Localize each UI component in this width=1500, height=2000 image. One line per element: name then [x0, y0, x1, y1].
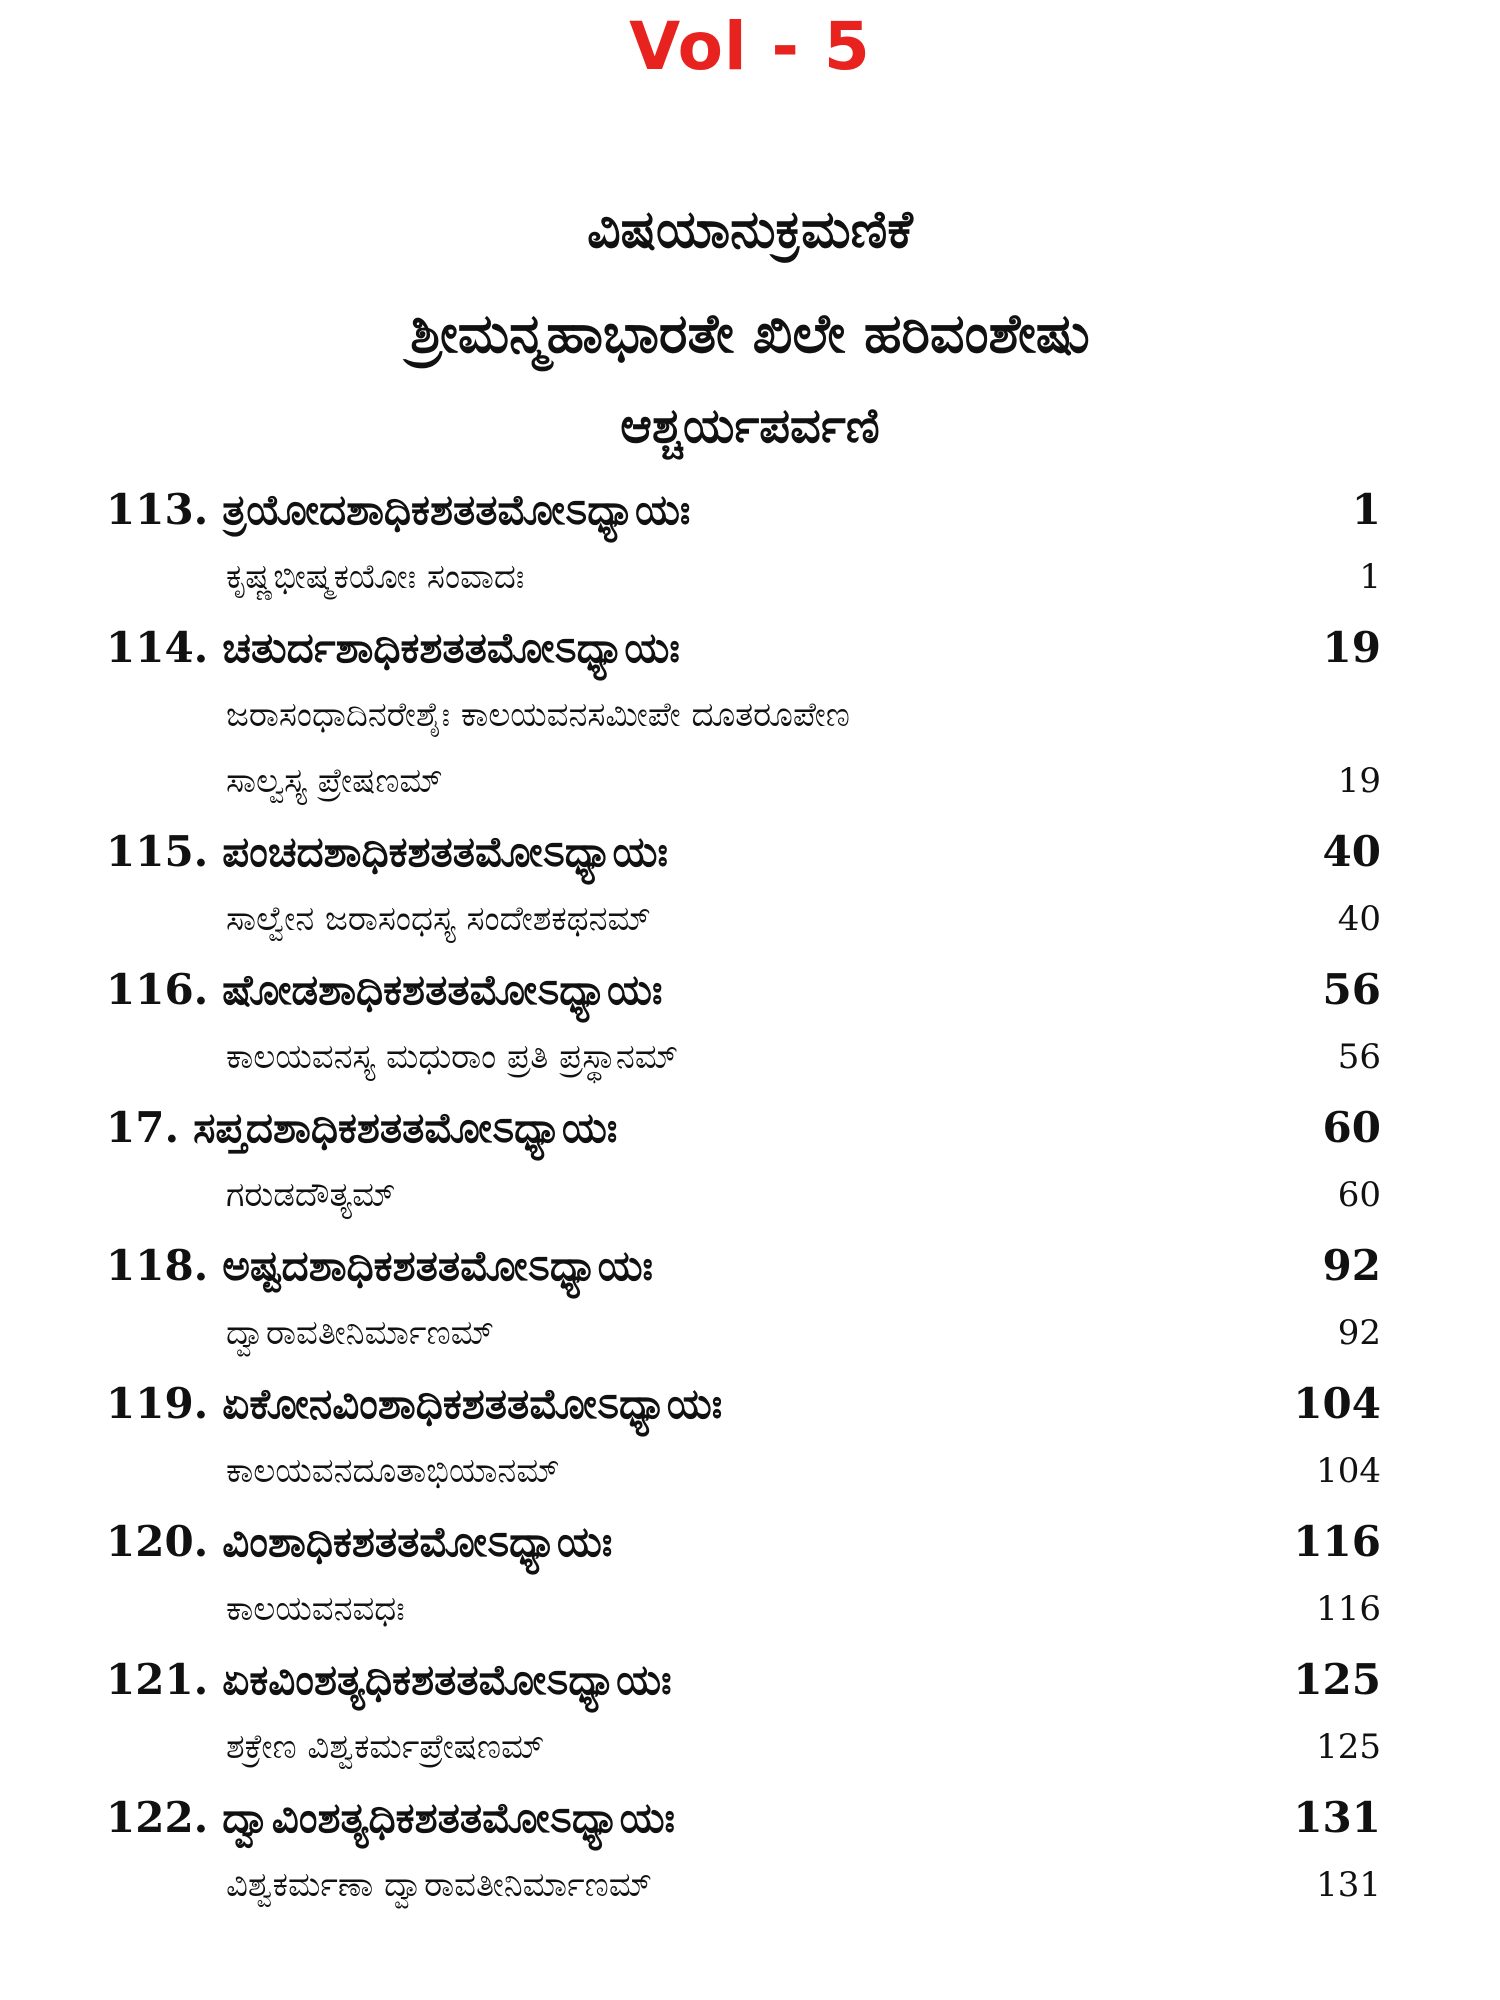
subtitle-row[interactable]: [106, 1451, 1381, 1517]
subtitle-page-number: 40: [1337, 899, 1381, 939]
subtitle-text: ಶಕ್ರೇಣ ವಿಶ್ವಕರ್ಮಪ್ರೇಷಣಮ್: [226, 1727, 545, 1767]
subtitle-text: ಕೃಷ್ಣಭೀಷ್ಮಕಯೋಃ ಸಂವಾದಃ: [226, 557, 525, 597]
chapter-name: ಪಂಚದಶಾಧಿಕಶತತಮೋಽಧ್ಯಾಯಃ: [222, 827, 668, 876]
chapter-row[interactable]: [106, 485, 1381, 557]
chapter-page-number: 125: [1293, 1655, 1381, 1704]
chapter-page-number: 60: [1322, 1103, 1381, 1152]
subtitle-text: ಕಾಲಯವನದೂತಾಭಿಯಾನಮ್: [226, 1451, 560, 1491]
toc-chapter: [106, 1655, 1381, 1793]
chapter-page-number: 19: [1322, 623, 1381, 672]
toc-chapter: [106, 623, 1381, 827]
subtitle-page-number: 56: [1337, 1037, 1381, 1077]
chapter-heading: [106, 1103, 617, 1153]
subtitle-text: ಜರಾಸಂಧಾದಿನರೇಶೈಃ ಕಾಲಯವನಸಮೀಪೇ ದೂತರೂಪೇಣ: [226, 695, 850, 735]
chapter-heading: [106, 1379, 722, 1429]
chapter-page-number: 131: [1293, 1793, 1381, 1842]
subtitle-text: ವಿಶ್ವಕರ್ಮಣಾ ದ್ವಾರಾವತೀನಿರ್ಮಾಣಮ್: [226, 1865, 653, 1905]
chapter-page-number: 56: [1322, 965, 1381, 1014]
page-title: ವಿಷಯಾನುಕ್ರಮಣಿಕೆ: [587, 200, 913, 260]
subtitle-page-number: 60: [1337, 1175, 1381, 1215]
chapter-name: ವಿಂಶಾಧಿಕಶತತಮೋಽಧ್ಯಾಯಃ: [222, 1517, 613, 1566]
subtitle-row[interactable]: [106, 1037, 1381, 1103]
chapter-name: ಏಕೋನವಿಂಶಾಧಿಕಶತತಮೋಽಧ್ಯಾಯಃ: [222, 1379, 723, 1428]
chapter-name: ಷೋಡಶಾಧಿಕಶತತಮೋಽಧ್ಯಾಯಃ: [222, 965, 663, 1014]
subtitle-page-number: 92: [1337, 1313, 1381, 1353]
subtitle-row[interactable]: [106, 899, 1381, 965]
subtitle-text: ಸಾಲ್ವೇನ ಜರಾಸಂಧಸ್ಯ ಸಂದೇಶಕಥನಮ್: [226, 899, 651, 939]
chapter-heading: [106, 1655, 672, 1705]
chapter-heading: [106, 1517, 612, 1567]
toc-chapter: [106, 485, 1381, 623]
chapter-name: ಏಕವಿಂಶತ್ಯಧಿಕಶತತಮೋಽಧ್ಯಾಯಃ: [222, 1655, 672, 1704]
chapter-row[interactable]: [106, 827, 1381, 899]
subtitle-row[interactable]: [106, 1727, 1381, 1793]
chapter-heading: [106, 485, 690, 535]
toc-chapter: [106, 1379, 1381, 1517]
chapter-number: 121.: [106, 1655, 209, 1704]
chapter-number: 122.: [106, 1793, 209, 1842]
chapter-name: ಸಪ್ತದಶಾಧಿಕಶತತಮೋಽಧ್ಯಾಯಃ: [193, 1103, 618, 1152]
chapter-heading: [106, 1241, 653, 1291]
chapter-row[interactable]: [106, 1241, 1381, 1313]
chapter-name: ದ್ವಾವಿಂಶತ್ಯಧಿಕಶತತಮೋಽಧ್ಯಾಯಃ: [222, 1793, 676, 1842]
chapter-row[interactable]: [106, 1793, 1381, 1865]
subtitle-text: ದ್ವಾರಾವತೀನಿರ್ಮಾಣಮ್: [226, 1313, 494, 1353]
chapter-number: 114.: [106, 623, 209, 672]
subtitle-page-number: 125: [1316, 1727, 1381, 1767]
chapter-number: 120.: [106, 1517, 209, 1566]
subtitle-text: ಗರುಡದೌತ್ಯಮ್: [226, 1175, 396, 1215]
chapter-heading: [106, 1793, 675, 1843]
chapter-number: 17.: [106, 1103, 180, 1152]
subtitle-page-number: 19: [1337, 761, 1381, 801]
chapter-row[interactable]: [106, 623, 1381, 695]
section-title: ಆಶ್ಚರ್ಯಪರ್ವಣಿ: [620, 398, 880, 454]
subtitle-row[interactable]: [106, 557, 1381, 623]
subtitle-text: ಕಾಲಯವನಸ್ಯ ಮಧುರಾಂ ಪ್ರತಿ ಪ್ರಸ್ಥಾನಮ್: [226, 1037, 679, 1077]
chapter-row[interactable]: [106, 965, 1381, 1037]
chapter-name: ತ್ರಯೋದಶಾಧಿಕಶತತಮೋಽಧ್ಯಾಯಃ: [222, 485, 691, 534]
chapter-page-number: 104: [1293, 1379, 1381, 1428]
chapter-name: ಚತುರ್ದಶಾಧಿಕಶತತಮೋಽಧ್ಯಾಯಃ: [222, 623, 680, 672]
toc-chapter: [106, 1793, 1381, 1931]
subtitle-row[interactable]: [106, 1865, 1381, 1931]
toc-chapter: [106, 965, 1381, 1103]
chapter-heading: [106, 965, 663, 1015]
subtitle-text: ಕಾಲಯವನವಧಃ: [226, 1589, 405, 1629]
chapter-number: 119.: [106, 1379, 209, 1428]
chapter-number: 116.: [106, 965, 209, 1014]
subtitle-row[interactable]: [106, 1313, 1381, 1379]
toc-chapter: [106, 1103, 1381, 1241]
chapter-row[interactable]: [106, 1517, 1381, 1589]
chapter-row[interactable]: [106, 1103, 1381, 1175]
subtitle-page-number: 131: [1316, 1865, 1381, 1905]
chapter-number: 115.: [106, 827, 209, 876]
subtitle-row[interactable]: [106, 1175, 1381, 1241]
chapter-page-number: 92: [1322, 1241, 1381, 1290]
toc-chapter: [106, 1517, 1381, 1655]
chapter-heading: [106, 623, 680, 673]
toc-chapter: [106, 827, 1381, 965]
subtitle-page-number: 104: [1316, 1451, 1381, 1491]
chapter-heading: [106, 827, 668, 877]
chapter-number: 113.: [106, 485, 209, 534]
subtitle-page-number: 1: [1359, 557, 1381, 597]
chapter-name: ಅಷ್ಟದಶಾಧಿಕಶತತಮೋಽಧ್ಯಾಯಃ: [222, 1241, 654, 1290]
chapter-page-number: 116: [1293, 1517, 1381, 1566]
chapter-number: 118.: [106, 1241, 209, 1290]
subtitle-text: ಸಾಲ್ವಸ್ಯ ಪ್ರೇಷಣಮ್: [226, 761, 443, 801]
book-title: ಶ್ರೀಮನ್ಮಹಾಭಾರತೇ ಖಿಲೇ ಹರಿವಂಶೇಷು: [410, 302, 1090, 365]
toc-chapter: [106, 1241, 1381, 1379]
subtitle-row[interactable]: [106, 1589, 1381, 1655]
subtitle-row[interactable]: [106, 695, 1381, 761]
chapter-page-number: 1: [1351, 485, 1381, 534]
chapter-row[interactable]: [106, 1655, 1381, 1727]
chapter-page-number: 40: [1322, 827, 1381, 876]
table-of-contents: [106, 485, 1381, 1931]
chapter-row[interactable]: [106, 1379, 1381, 1451]
volume-label: Vol - 5: [629, 8, 871, 85]
subtitle-row[interactable]: [106, 761, 1381, 827]
subtitle-page-number: 116: [1316, 1589, 1381, 1629]
